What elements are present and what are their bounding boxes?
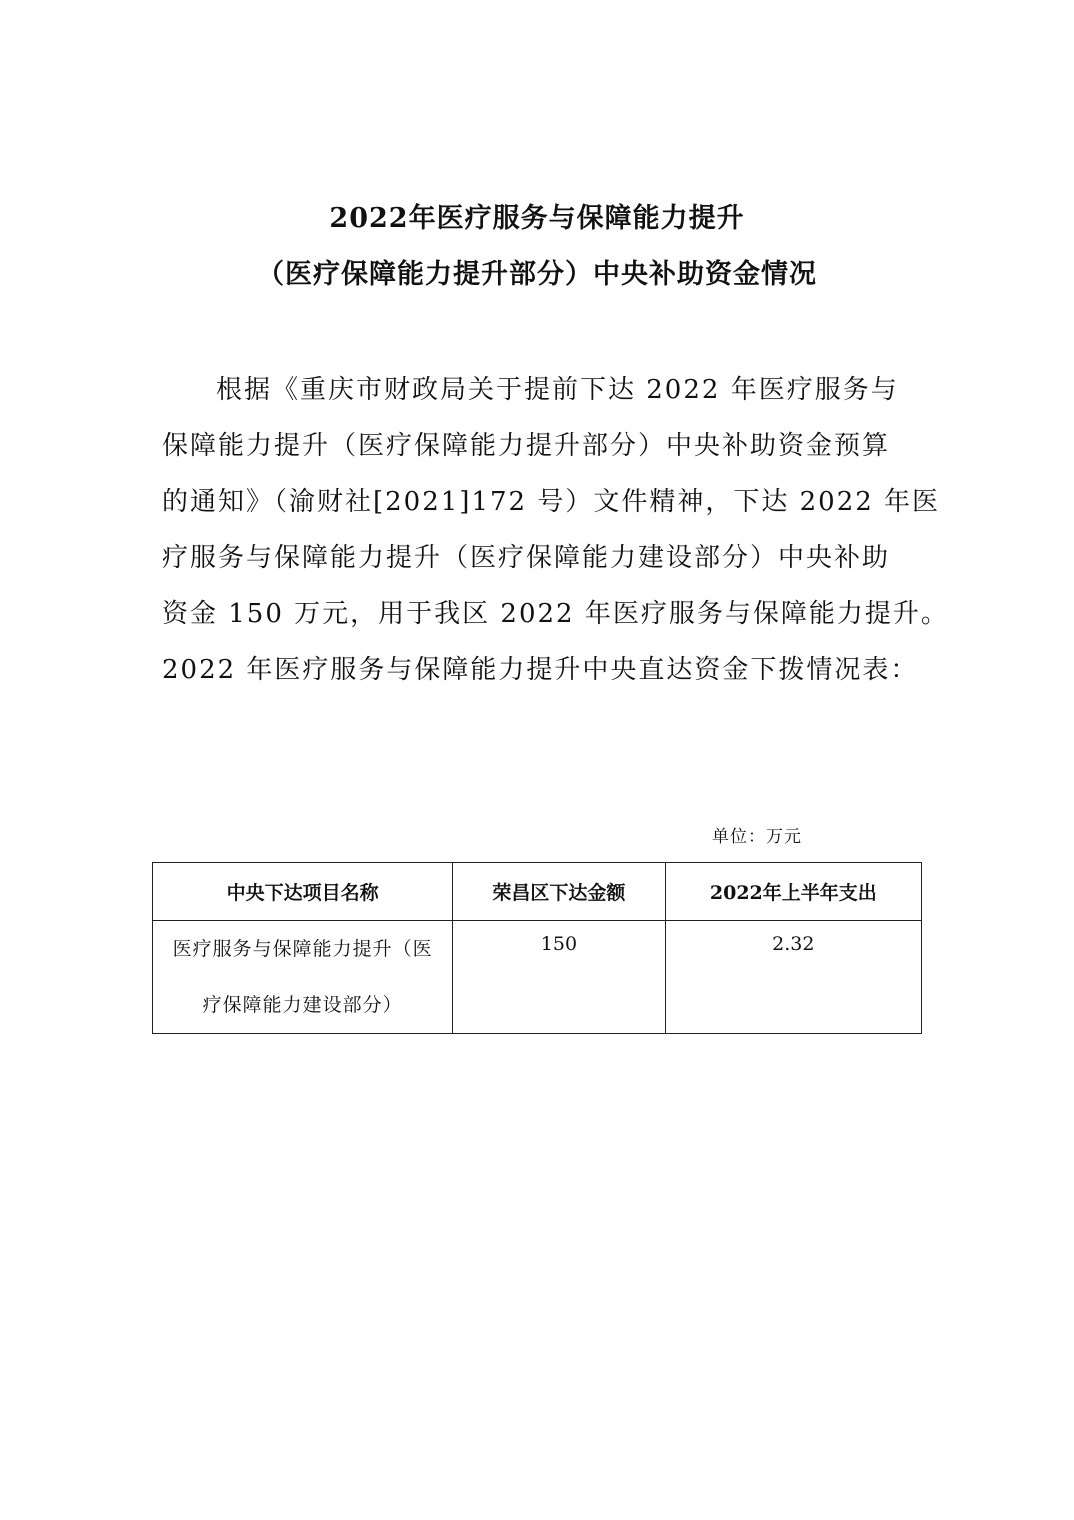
fund-table	[152, 862, 922, 1034]
paragraph-line: 的通知》（渝财社[2021]172 号）文件精神，下达 2022 年医	[162, 487, 941, 517]
project-name-line-1: 医疗服务与保障能力提升（医	[172, 938, 433, 960]
paragraph-line: 疗服务与保障能力提升（医疗保障能力建设部分）中央补助	[162, 543, 891, 573]
cell-half-year-spending: 2.32	[665, 921, 921, 1034]
document-title-line-1: 2022年医疗服务与保障能力提升	[329, 203, 745, 234]
unit-label: 单位：万元	[712, 827, 802, 847]
table-row	[153, 921, 922, 1034]
cell-allocated-amount: 150	[453, 921, 665, 1034]
table-header-row	[153, 863, 922, 921]
cell-project-name	[153, 921, 453, 1034]
body-paragraph	[162, 362, 949, 698]
paragraph-line: 根据《重庆市财政局关于提前下达 2022 年医疗服务与	[216, 375, 899, 405]
paragraph-line: 保障能力提升（医疗保障能力提升部分）中央补助资金预算	[162, 431, 891, 461]
document-title-line-2: （医疗保障能力提升部分）中央补助资金情况	[257, 259, 817, 290]
header-project-name: 中央下达项目名称	[153, 863, 453, 921]
project-name-line-2: 疗保障能力建设部分）	[202, 994, 403, 1016]
paragraph-line: 2022 年医疗服务与保障能力提升中央直达资金下拨情况表：	[162, 655, 919, 685]
header-half-year-spending: 2022年上半年支出	[665, 863, 921, 921]
header-allocated-amount: 荣昌区下达金额	[453, 863, 665, 921]
paragraph-line: 资金 150 万元，用于我区 2022 年医疗服务与保障能力提升。	[162, 599, 949, 629]
